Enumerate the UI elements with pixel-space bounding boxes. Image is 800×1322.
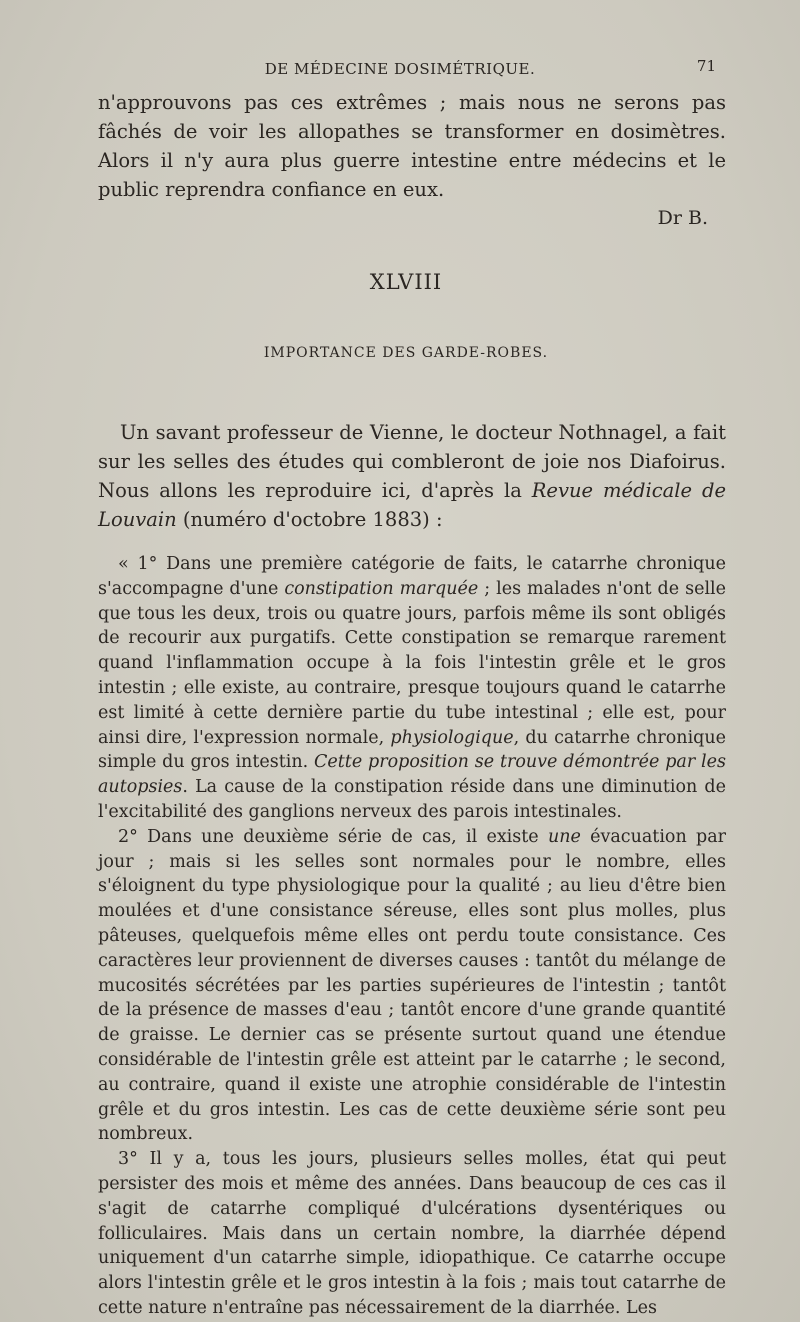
quote-paragraph-3: 3° Il y a, tous les jours, plusieurs selles molles, état qui peut persister des mois et même des années. Dans beaucoup de ces cas il s'agit de catarrhe compliqué d'ulcérations dysentériques ou folliculaires. Mais dans un certain nombre, la diarrhée dépend uniquement d'un catarrhe simple, idiopathique. Ce catarrhe occupe alors l'intestin grêle et le gros intestin à la fois ; mais tout catarrhe de cette nature n'entraîne pas nécessairement de la diarrhée. Les (98, 1149, 726, 1318)
quote-text-segment: évacuation par jour ; mais si les selles sont normales pour le nombre, elles s'éloignent du type physiologique pour la qualité ; au lieu d'être bien moulées et d'une consistance séreuse, elles sont plus molles, plus pâteuses, quelquefois même elles ont perdu toute consistance. Ces caractères leur proviennent de diverses causes : tantôt du mélange de mucosités sécrétées par les parties supérieures de l'intestin ; tantôt de la présence de masses d'eau ; tantôt encore d'une grande quantité de graisse. Le dernier cas se présente surtout quand une étendue considérable de l'intestin grêle est atteint par le catarrhe ; le second, au contraire, quand il existe une atrophie considérable de l'intestin grêle et du gros intestin. Les cas de cette deuxième série sont peu nombreux. (98, 826, 727, 1145)
main-paragraph (98, 418, 726, 534)
quote-emphasis: Cette proposition se trouve démontrée par les autopsies (98, 752, 726, 798)
main-text-segment: Un savant professeur de Vienne, le docteur Nothnagel, a fait sur les selles des études qui combleront de joie nos Diafoirus. Nous allons les reproduire ici, d'après la (98, 421, 726, 502)
signature: Dr B. (657, 207, 708, 229)
main-text-segment: (numéro d'octobre 1883) : (176, 508, 443, 531)
quote-emphasis: une (547, 826, 581, 847)
quote-emphasis: physiologique (390, 727, 514, 748)
quote-paragraph-1 (98, 552, 726, 825)
intro-paragraph: n'approuvons pas ces extrêmes ; mais nous ne serons pas fâchés de voir les allopathes se transformer en dosimètres. Alors il n'y aura plus guerre intestine entre médecins et le public reprendra confiance en eux. (98, 91, 726, 201)
intro-section (98, 88, 726, 233)
quote-emphasis: constipation marquée (284, 578, 479, 599)
quoted-text (98, 552, 726, 1321)
quote-text-segment: , du catarrhe chronique simple du gros intestin. (98, 727, 726, 773)
quote-text-segment: . La cause de la constipation réside dans une diminution de l'excitabilité des ganglions nerveux des parois intestinales. (98, 777, 726, 822)
quote-text-segment: 2° Dans une deuxième série de cas, il existe (118, 826, 548, 847)
quote-paragraph-2 (98, 825, 726, 1147)
running-title: DE MÉDECINE DOSIMÉTRIQUE. (264, 60, 536, 78)
chapter-title: IMPORTANCE DES GARDE-ROBES. (263, 345, 549, 361)
quote-text-segment: « 1° Dans une première catégorie de faits, le catarrhe chronique s'accompagne d'une (98, 554, 726, 599)
page-number: 71 (696, 57, 716, 75)
journal-title: Revue médicale de Louvain (98, 479, 726, 531)
chapter-number: XLVIII (369, 270, 443, 294)
quote-text-segment: ; les malades n'ont de selle que tous les deux, trois ou quatre jours, parfois même ils sont obligés de recourir aux purgatifs. Cette constipation se remarque rarement quand l'inflammation occupe à la fois l'intestin grêle et le gros intestin ; elle existe, au contraire, presque toujours quand le catarrhe est limité à cette dernière partie du tube intestinal ; elle est, pour ainsi dire, l'expression normale, (98, 578, 727, 748)
main-text (98, 418, 726, 534)
